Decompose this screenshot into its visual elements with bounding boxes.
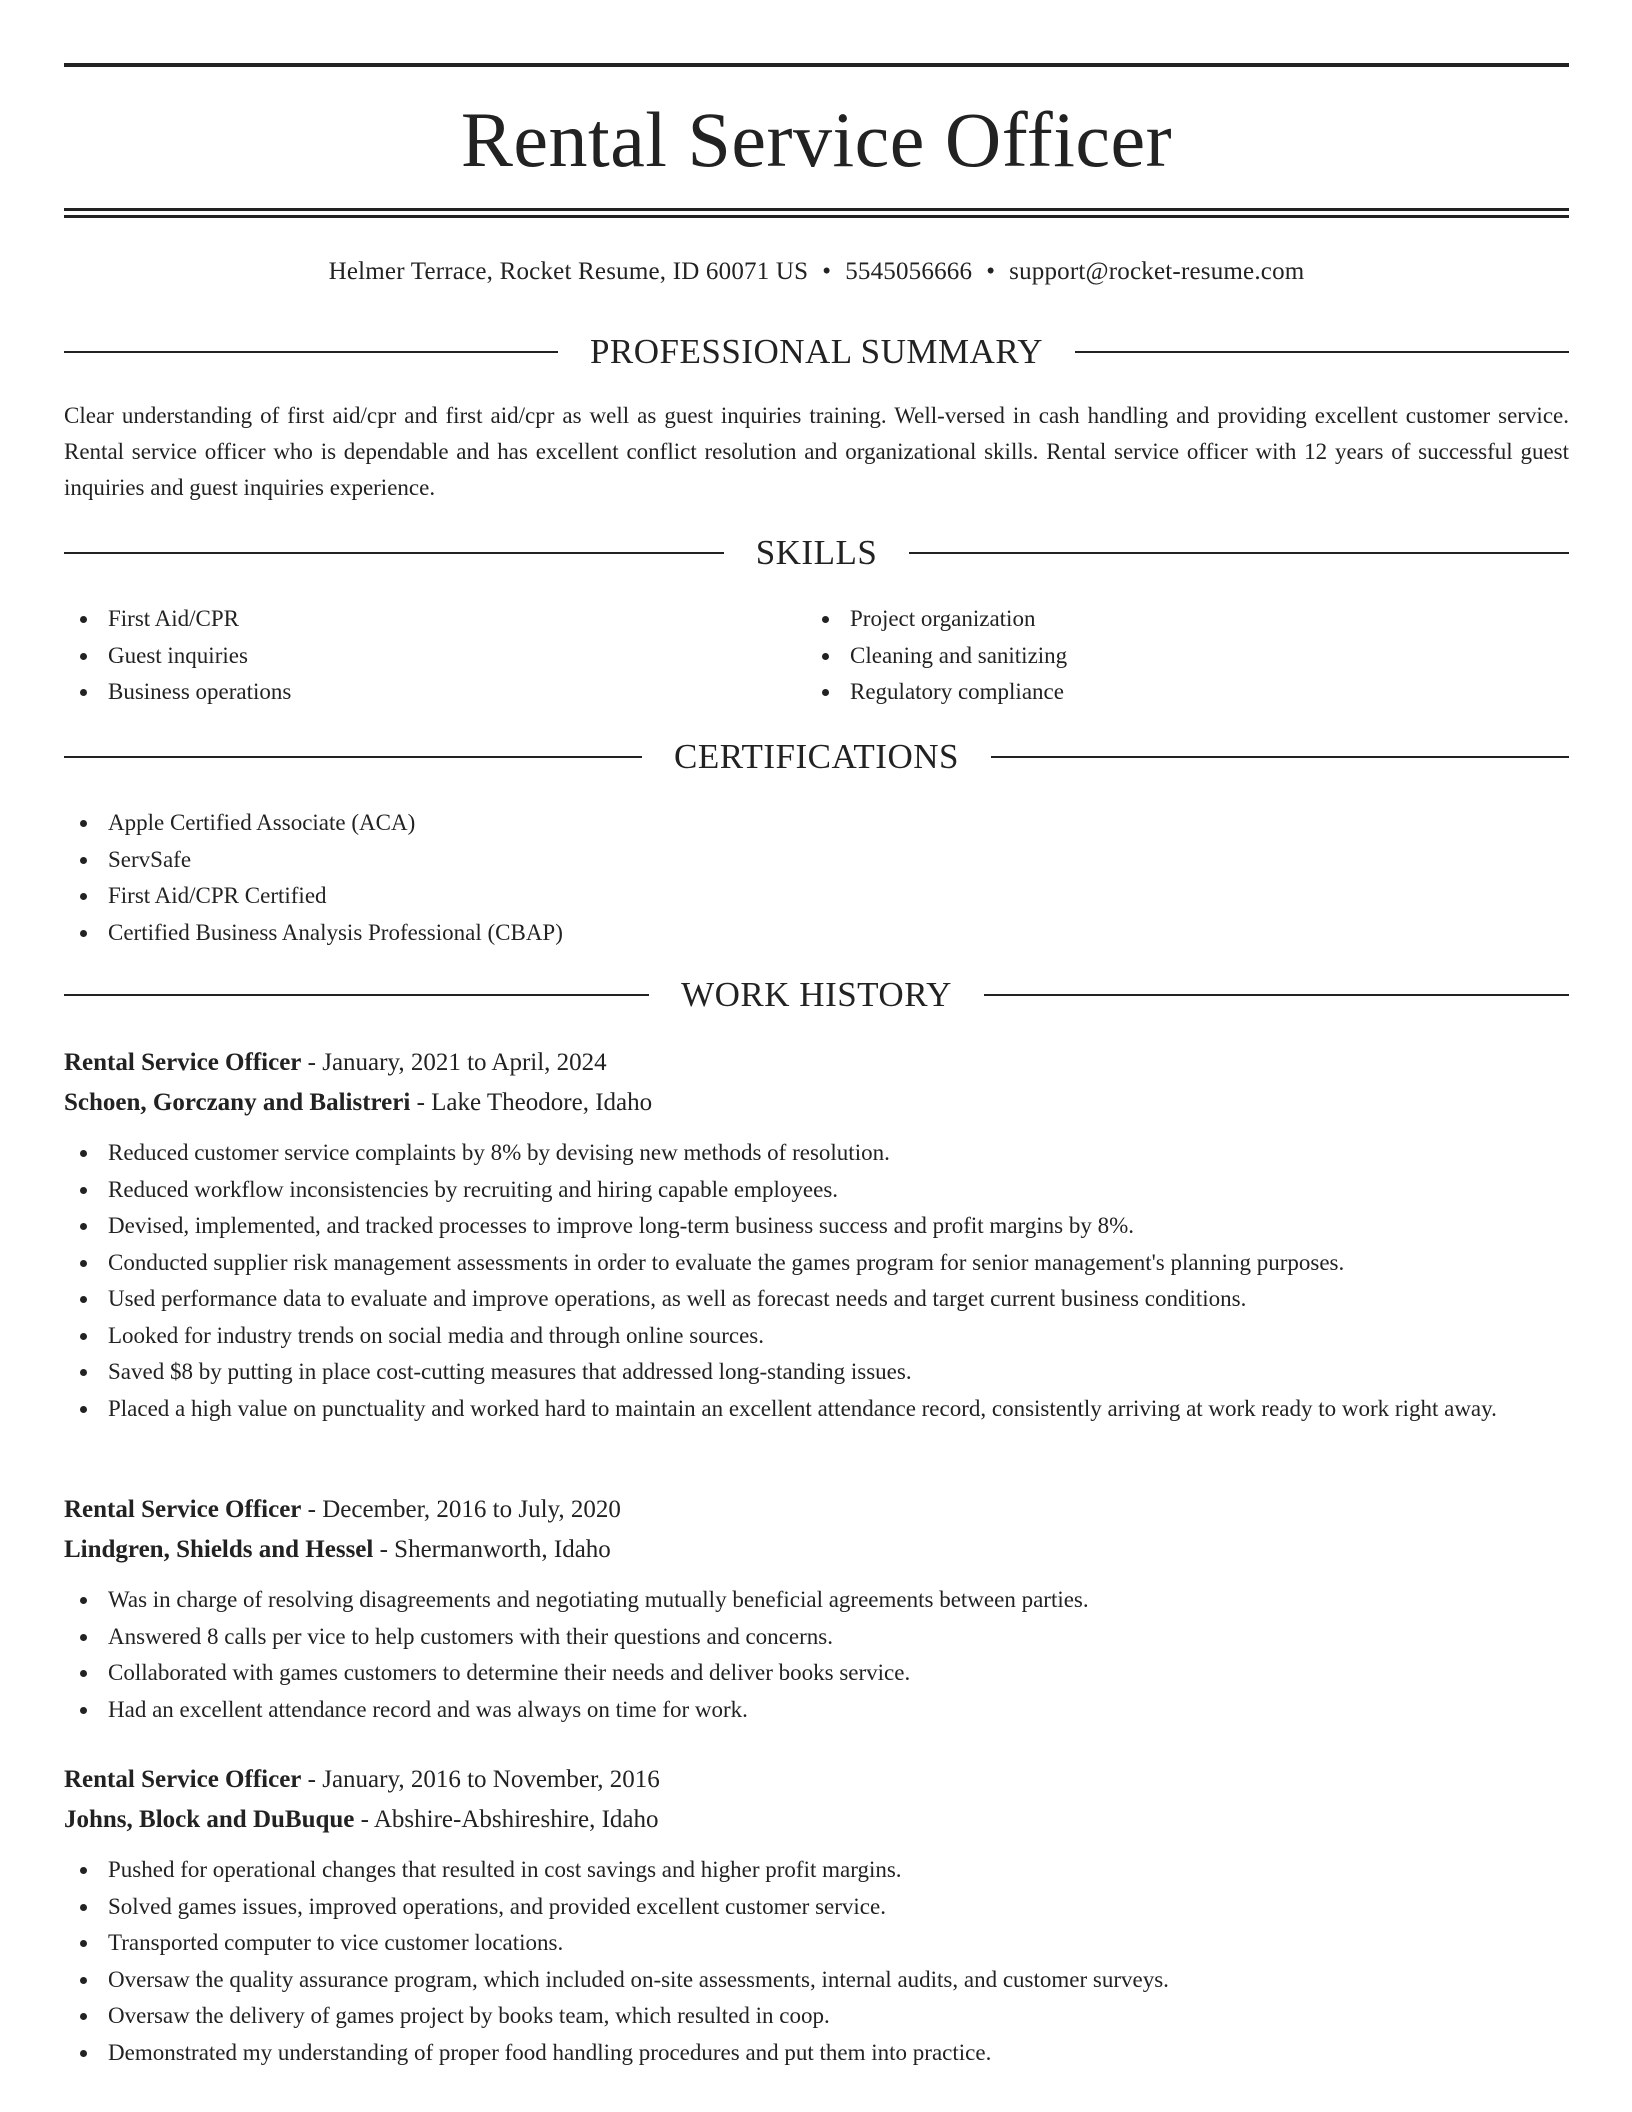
heading-rule — [64, 552, 724, 554]
job-title: Rental Service Officer — [64, 1496, 302, 1523]
job-company: Schoen, Gorczany and Balistreri — [64, 1089, 411, 1116]
job-location: - Lake Theodore, Idaho — [410, 1089, 653, 1116]
job-bullet: Conducted supplier risk management assessments in order to evaluate the games program for senior management's planning purposes. — [64, 1245, 1569, 1282]
section-title: SKILLS — [755, 533, 878, 572]
job-company: Lindgren, Shields and Hessel — [64, 1536, 374, 1563]
certification-item: Certified Business Analysis Professional (CBAP) — [64, 915, 1569, 952]
header-double-rule — [64, 208, 1569, 218]
skill-item: Cleaning and sanitizing — [806, 638, 1548, 675]
contact-separator: • — [986, 258, 996, 285]
certification-item: Apple Certified Associate (ACA) — [64, 805, 1569, 842]
job-bullets — [64, 1852, 1569, 2071]
job-bullet: Was in charge of resolving disagreements and negotiating mutually beneficial agreements between parties. — [64, 1582, 1569, 1619]
section-heading-work-history — [64, 973, 1569, 1017]
section-heading-certifications — [64, 735, 1569, 779]
section-heading-summary — [64, 330, 1569, 374]
skill-item: Business operations — [64, 674, 806, 711]
heading-rule — [64, 756, 642, 758]
job-bullet: Oversaw the delivery of games project by books team, which resulted in coop. — [64, 1998, 1569, 2035]
job-bullets — [64, 1582, 1569, 1728]
job-bullets — [64, 1135, 1569, 1427]
job-dates: - December, 2016 to July, 2020 — [301, 1496, 621, 1523]
heading-rule — [1075, 351, 1569, 353]
contact-line — [64, 254, 1569, 290]
job-title-line — [64, 1760, 1569, 1800]
certification-item: ServSafe — [64, 842, 1569, 879]
section-heading-skills — [64, 531, 1569, 575]
job-dates: - January, 2021 to April, 2024 — [301, 1049, 607, 1076]
job-title: Rental Service Officer — [64, 1766, 302, 1793]
job-bullet: Reduced customer service complaints by 8% by devising new methods of resolution. — [64, 1135, 1569, 1172]
job-entry — [64, 1490, 1569, 1728]
job-company-line — [64, 1083, 1569, 1123]
job-entry — [64, 1043, 1569, 1427]
certification-item: First Aid/CPR Certified — [64, 878, 1569, 915]
job-bullet: Transported computer to vice customer locations. — [64, 1925, 1569, 1962]
heading-rule — [991, 756, 1569, 758]
job-bullet: Used performance data to evaluate and improve operations, as well as forecast needs and target current business conditions. — [64, 1281, 1569, 1318]
job-bullet: Devised, implemented, and tracked processes to improve long-term business success and profit margins by 8%. — [64, 1208, 1569, 1245]
section-title: PROFESSIONAL SUMMARY — [589, 332, 1044, 371]
job-bullet: Answered 8 calls per vice to help customers with their questions and concerns. — [64, 1619, 1569, 1656]
skills-list — [64, 601, 1569, 711]
job-location: - Abshire-Abshireshire, Idaho — [354, 1806, 659, 1833]
skill-item: First Aid/CPR — [64, 601, 806, 638]
job-company-line — [64, 1800, 1569, 1840]
certifications-list — [64, 805, 1569, 951]
skill-item: Regulatory compliance — [806, 674, 1548, 711]
contact-address: Helmer Terrace, Rocket Resume, ID 60071 US — [328, 258, 809, 285]
contact-separator: • — [822, 258, 832, 285]
job-bullet: Had an excellent attendance record and was always on time for work. — [64, 1692, 1569, 1729]
job-bullet: Saved $8 by putting in place cost-cutting measures that addressed long-standing issues. — [64, 1354, 1569, 1391]
job-bullet: Collaborated with games customers to determine their needs and deliver books service. — [64, 1655, 1569, 1692]
job-bullet: Demonstrated my understanding of proper food handling procedures and put them into practice. — [64, 2035, 1569, 2072]
skill-item: Guest inquiries — [64, 638, 806, 675]
job-title: Rental Service Officer — [64, 1049, 302, 1076]
job-title-line — [64, 1043, 1569, 1083]
job-bullet: Pushed for operational changes that resulted in cost savings and higher profit margins. — [64, 1852, 1569, 1889]
contact-phone: 5545056666 — [845, 258, 973, 285]
top-rule — [64, 63, 1569, 67]
job-bullet: Looked for industry trends on social media and through online sources. — [64, 1318, 1569, 1355]
job-company: Johns, Block and DuBuque — [64, 1806, 355, 1833]
job-bullet: Oversaw the quality assurance program, which included on-site assessments, internal audits, and customer surveys. — [64, 1962, 1569, 1999]
summary-text: Clear understanding of first aid/cpr and first aid/cpr as well as guest inquiries training. Well-versed in cash handling and providing excellent customer service. Rental service officer who is dependable and has excellent conflict resolution and organizational skills. Rental service officer with 12 years of successful guest inquiries and guest inquiries experience. — [64, 403, 1569, 500]
heading-rule — [909, 552, 1569, 554]
job-bullet: Reduced workflow inconsistencies by recruiting and hiring capable employees. — [64, 1172, 1569, 1209]
skill-item: Project organization — [806, 601, 1548, 638]
job-bullet: Solved games issues, improved operations, and provided excellent customer service. — [64, 1889, 1569, 1926]
section-title: CERTIFICATIONS — [674, 737, 959, 776]
job-bullet: Placed a high value on punctuality and worked hard to maintain an excellent attendance record, consistently arriving at work ready to work right away. — [64, 1391, 1569, 1428]
heading-rule — [64, 351, 558, 353]
section-title: WORK HISTORY — [681, 975, 952, 1014]
heading-rule — [984, 994, 1569, 996]
contact-email: support@rocket-resume.com — [1009, 258, 1305, 285]
skills-column-left — [64, 601, 806, 711]
skills-column-right — [806, 601, 1548, 711]
resume-name: Rental Service Officer — [460, 96, 1173, 183]
job-dates: - January, 2016 to November, 2016 — [301, 1766, 660, 1793]
heading-rule — [64, 994, 649, 996]
job-company-line — [64, 1530, 1569, 1570]
job-entry — [64, 1760, 1569, 2071]
job-title-line — [64, 1490, 1569, 1530]
job-location: - Shermanworth, Idaho — [373, 1536, 611, 1563]
